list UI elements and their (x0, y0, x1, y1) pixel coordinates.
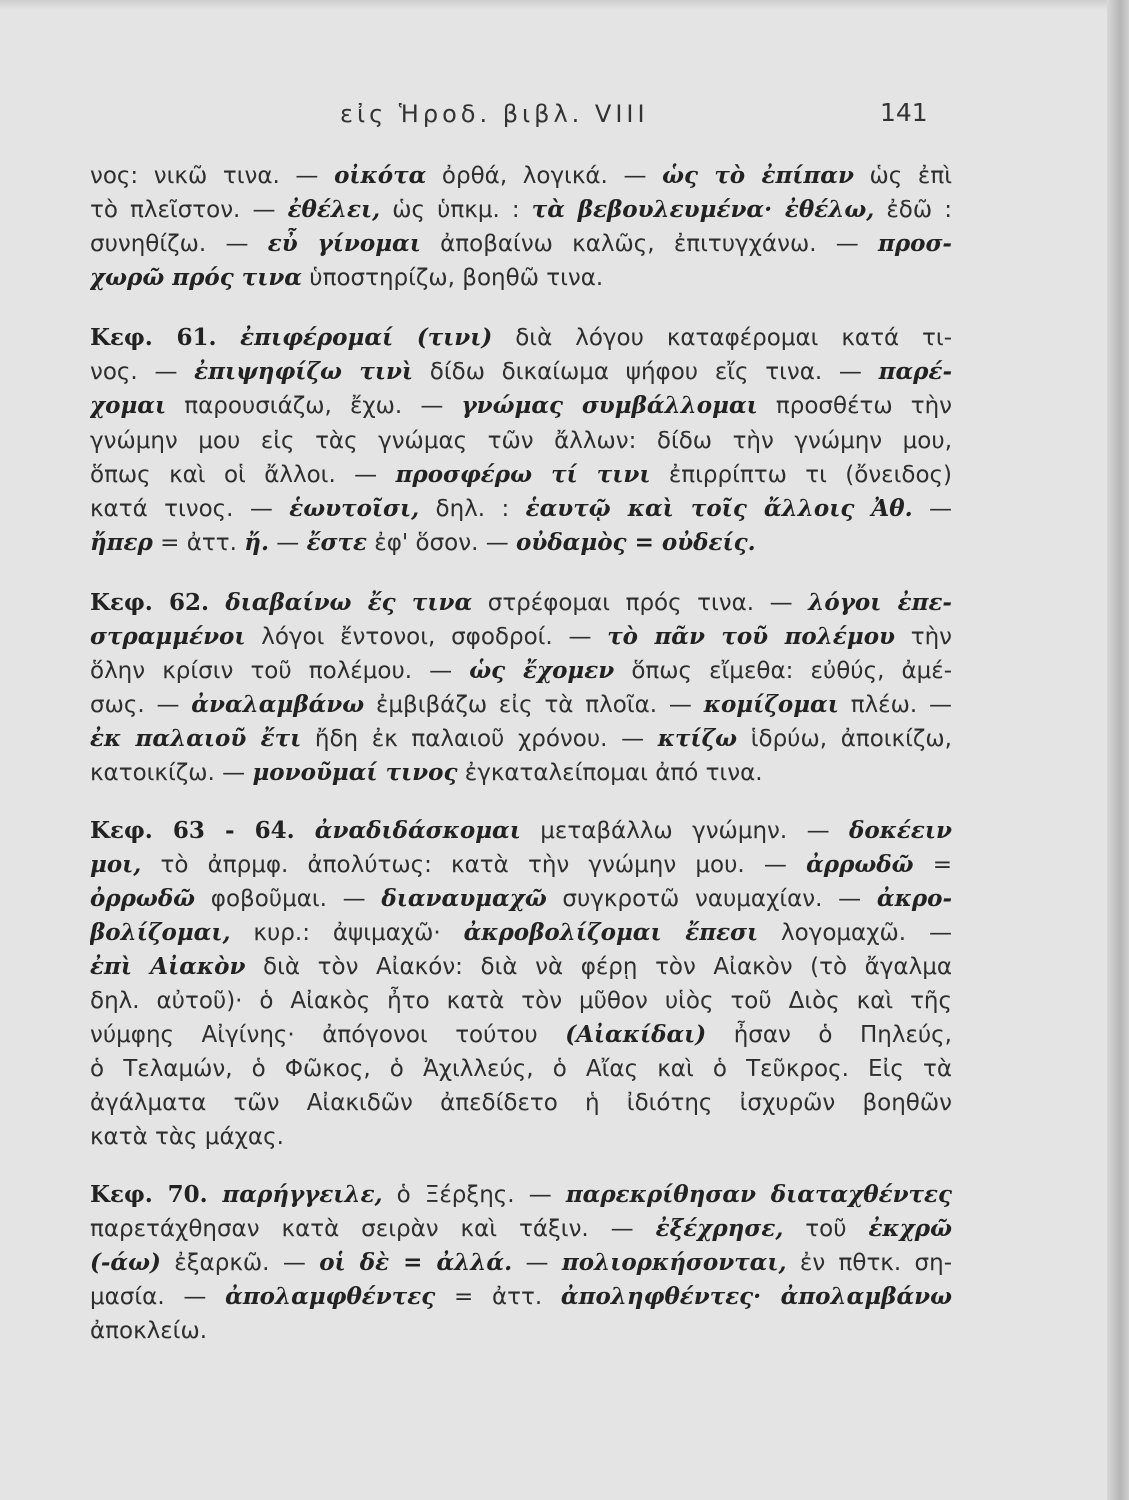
gloss-text: τοῦ (783, 1216, 869, 1242)
lemma-term: πολιορκήσονται, (561, 1249, 787, 1276)
gloss-text: ἀποβαίνω καλῶς, ἐπιτυγχάνω. — (420, 231, 878, 257)
lemma-term: ἐξέχρησε, (655, 1215, 784, 1242)
lemma-term: ὀρρωδῶ (90, 885, 196, 912)
text-line (90, 815, 952, 849)
gloss-text: κατὰ τὰς μάχας. (90, 1124, 284, 1150)
gloss-text: στρέφομαι πρός τινα. — (472, 590, 809, 616)
gloss-text: ὡς ἐπὶ (853, 163, 952, 189)
text-line (90, 1315, 952, 1349)
text-line (90, 1179, 952, 1213)
gloss-text: τὸ πλεῖστον. — (90, 197, 288, 223)
lemma-term: ὡς τὸ ἐπίπαν (662, 162, 854, 189)
gloss-text: ὡς ὑπκμ. : (380, 197, 532, 223)
gloss-text: = (913, 852, 952, 878)
text-line (90, 917, 952, 951)
gloss-text: ἀποκλείω. (90, 1318, 208, 1344)
page-top-edge (0, 0, 1129, 10)
gloss-text: γνώμην μου εἰς τὰς γνώμας τῶν ἄλλων: δίδω τὴν γνώμην μου, (90, 428, 952, 454)
lemma-term: ἐκχρῶ (868, 1215, 952, 1242)
gloss-text: ἐξαρκῶ. — (160, 1250, 320, 1276)
lemma-term: διαναυμαχῶ (381, 885, 547, 912)
text-line (90, 527, 952, 561)
chapter-heading: Κεφ. 63 - 64. (90, 817, 315, 844)
text-line (90, 1087, 952, 1121)
gloss-text: παρετάχθησαν κατὰ σειρὰν καὶ τάξιν. — (90, 1216, 656, 1242)
lemma-term: ἤπερ (90, 529, 153, 556)
gloss-text: συνηθίζω. — (90, 231, 268, 257)
gloss-text: ὀρθά, λογικά. — (426, 163, 663, 189)
lemma-term: προσφέρω τί τινι (395, 461, 651, 488)
lemma-term: παρεκρίθησαν διαταχθέντες (565, 1181, 952, 1208)
text-line (90, 262, 952, 296)
text-line (90, 228, 952, 262)
gloss-text: ἐδῶ : (874, 197, 952, 223)
gloss-text: νύμφης Αἰγίνης· ἀπόγονοι τούτου (90, 1022, 566, 1048)
text-line (90, 493, 952, 527)
lemma-term: λόγοι ἐπε- (808, 589, 952, 616)
gloss-text: ἐν πθτκ. ση- (786, 1250, 952, 1276)
lemma-term: τὰ βεβουλευμένα· ἐθέλω, (531, 196, 875, 223)
gloss-text: ἐφ' ὅσον. — (366, 530, 517, 556)
text-line (90, 883, 952, 917)
lemma-term: ἀναλαμβάνω (191, 691, 365, 718)
gloss-text: λογομαχῶ. — (758, 920, 952, 946)
gloss-text: ἐμβιβάζω εἰς τὰ πλοῖα. — (364, 692, 704, 718)
gloss-text: — (912, 496, 952, 522)
text-line (90, 459, 952, 493)
gloss-text: ἤδη ἐκ παλαιοῦ χρόνου. — (301, 726, 658, 752)
lemma-term: οἰκότα (334, 162, 427, 189)
gloss-text: σως. — (90, 692, 192, 718)
lemma-term: προσ- (878, 230, 952, 257)
gloss-text: προσθέτω τὴν (757, 393, 952, 419)
lemma-term: ἑωυτοῖσι, (289, 495, 420, 522)
chapter-heading: Κεφ. 61. (90, 324, 241, 351)
gloss-text: ὅπως καὶ οἱ ἄλλοι. — (90, 462, 396, 488)
lemma-term: ἐπὶ Αἰακὸν (90, 953, 246, 980)
gloss-text: ἐπιρρίπτω τι (ὄνειδος) (650, 462, 952, 488)
lemma-term: παρήγγειλε, (222, 1181, 383, 1208)
lemma-term: ἀποληφθέντες· ἀπολαμβάνω (560, 1283, 952, 1310)
gloss-text: τὸ ἀπρμφ. ἀπολύτως: κατὰ τὴν γνώμην μου. — (141, 852, 807, 878)
lemma-term: τὸ πᾶν τοῦ πολέμου (607, 623, 895, 650)
text-line (90, 1019, 952, 1053)
lemma-term: ἑαυτῷ καὶ τοῖς ἄλλοις Ἀθ. (525, 495, 913, 522)
lemma-term: μονοῦμαί τινος (252, 759, 458, 786)
gloss-text: ἀγάλματα τῶν Αἰακιδῶν ἀπεδίδετο ἡ ἰδιότης ἰσχυρῶν βοηθῶν (90, 1090, 952, 1116)
text-line (90, 951, 952, 985)
page-number: 141 (880, 98, 928, 127)
lemma-term: ἀπολαμφθέντες (225, 1283, 436, 1310)
lemma-term: ἔστε (306, 529, 367, 556)
lemma-term: ὡς ἔχομεν (469, 657, 615, 684)
lemma-term: κτίζω (657, 725, 738, 752)
lemma-term: ἐπιφέρομαί (τινι) (240, 324, 493, 351)
lemma-term: χομαι (90, 392, 167, 419)
lemma-term: ἐκ παλαιοῦ ἔτι (90, 725, 302, 752)
gloss-text: ἱδρύω, ἀποικίζω, (737, 726, 952, 752)
gloss-text: νος. — (90, 359, 195, 385)
gloss-text: ὁ Ξέρξης. — (382, 1182, 566, 1208)
gloss-text: συγκροτῶ ναυμαχίαν. — (546, 886, 877, 912)
text-line (90, 1281, 952, 1315)
lemma-term: διαβαίνω ἔς τινα (225, 589, 473, 616)
lemma-term: ἤ. (244, 529, 269, 556)
gloss-text: λόγοι ἔντονοι, σφοδροί. — (245, 624, 608, 650)
gloss-text: ἐγκαταλείπομαι ἀπό τινα. (457, 760, 763, 786)
lemma-term: κομίζομαι (703, 691, 839, 718)
lemma-term: βολίζομαι, (90, 919, 231, 946)
chapter-heading: Κεφ. 62. (90, 589, 226, 616)
gloss-text: μασία. — (90, 1284, 226, 1310)
lemma-term: ἀναδιδάσκομαι (314, 817, 521, 844)
gloss-text: κατά τινος. — (90, 496, 290, 522)
gloss-text: διὰ τὸν Αἰακόν: διὰ νὰ φέρῃ τὸν Αἰακὸν (τὸ ἄγαλμα (245, 954, 952, 980)
gloss-text: = ἀττ. (152, 530, 245, 556)
gloss-text: παρουσιάζω, ἔχω. — (166, 393, 462, 419)
lemma-term: εὖ γίνομαι (267, 230, 421, 257)
gloss-text: φοβοῦμαι. — (195, 886, 382, 912)
lemma-term: οἱ δὲ = ἀλλά. (319, 1249, 513, 1276)
chapter-heading: Κεφ. 70. (90, 1181, 223, 1208)
text-line (90, 160, 952, 194)
lemma-term: δοκέειν (849, 817, 952, 844)
gloss-text: τὴν (895, 624, 952, 650)
gloss-text: ὅπως εἴμεθα: εὐθύς, ἀμέ- (614, 658, 952, 684)
text-line (90, 689, 952, 723)
lemma-term: στραμμένοι (90, 623, 246, 650)
text-line (90, 655, 952, 689)
text-line (90, 985, 952, 1019)
gloss-text: ἦσαν ὁ Πηλεύς, (706, 1022, 952, 1048)
lemma-term: (Αἰακίδαι) (565, 1021, 707, 1048)
running-head-title: εἰς Ἡροδ. βιβλ. VIII (340, 100, 649, 128)
gloss-text: ὅλην κρίσιν τοῦ πολέμου. — (90, 658, 470, 684)
gloss-text: δηλ. αὐτοῦ)· ὁ Αἰακὸς ἦτο κατὰ τὸν μῦθον υἱὸς τοῦ Διὸς καὶ τῆς (90, 988, 952, 1014)
gloss-text: = ἀττ. (435, 1284, 561, 1310)
lemma-term: παρέ- (878, 358, 952, 385)
gloss-text: δηλ. : (419, 496, 526, 522)
text-line (90, 621, 952, 655)
text-line (90, 849, 952, 883)
lemma-term: μοι, (90, 851, 142, 878)
lemma-term: ἐθέλει, (287, 196, 381, 223)
text-line (90, 1247, 952, 1281)
text-line (90, 425, 952, 459)
gloss-text: ὑποστηρίζω, βοηθῶ τινα. (301, 265, 604, 291)
text-line (90, 322, 952, 356)
gloss-text: πλέω. — (838, 692, 952, 718)
text-line (90, 587, 952, 621)
lemma-term: ἀκρο- (876, 885, 952, 912)
gloss-text: κυρ.: ἀψιμαχῶ· (230, 920, 464, 946)
lemma-term: ἐπιψηφίζω τινὶ (194, 358, 414, 385)
text-line (90, 1053, 952, 1087)
gloss-text: — (512, 1250, 562, 1276)
lemma-term: οὐδαμὸς = οὐδείς. (516, 529, 756, 556)
text-line (90, 757, 952, 791)
gloss-text: μεταβάλλω γνώμην. — (520, 818, 850, 844)
lemma-term: γνώμας συμβάλλομαι (461, 392, 758, 419)
gloss-text: δίδω δικαίωμα ψήφου εἴς τινα. — (413, 359, 879, 385)
gloss-text: διὰ λόγου καταφέρομαι κατά τι- (492, 325, 952, 351)
text-line (90, 194, 952, 228)
gloss-text: κατοικίζω. — (90, 760, 253, 786)
page-binding-shadow (1107, 0, 1129, 1500)
text-line (90, 1213, 952, 1247)
lemma-term: ἀρρωδῶ (806, 851, 914, 878)
text-line (90, 390, 952, 424)
lemma-term: ἀκροβολίζομαι ἔπεσι (463, 919, 759, 946)
gloss-text: — (268, 530, 307, 556)
gloss-text: ὁ Τελαμών, ὁ Φῶκος, ὁ Ἀχιλλεύς, ὁ Αἴας καὶ ὁ Τεῦκρος. Εἰς τὰ (90, 1056, 952, 1082)
text-line (90, 723, 952, 757)
gloss-text: νος: νικῶ τινα. — (90, 163, 335, 189)
lemma-term: (-άω) (90, 1249, 161, 1276)
text-line (90, 1121, 952, 1155)
text-line (90, 356, 952, 390)
lemma-term: χωρῶ πρός τινα (90, 264, 302, 291)
